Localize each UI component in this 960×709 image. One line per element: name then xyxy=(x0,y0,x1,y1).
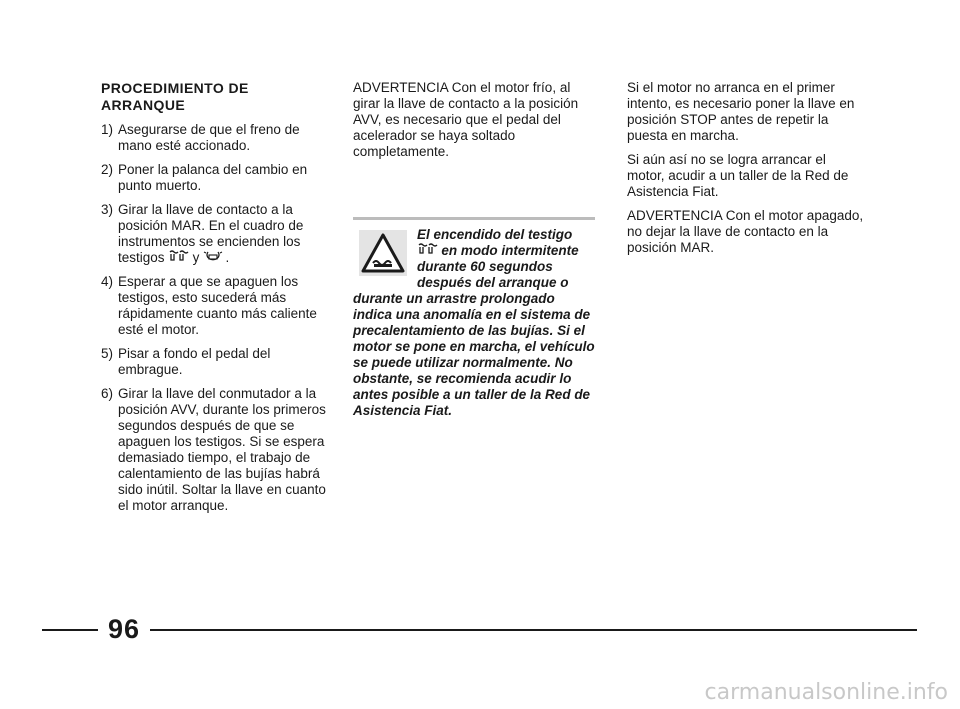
warning-text: El encendido del testigo en modo intermitente durante 60 segundos después del arranque o durante un arrastre prolongado indica una anomalía en el sistema de precalentamiento de las bujías. Si el motor se pone en marcha, el vehículo se puede utilizar normalmente. No obstante, se recomienda acudir lo antes posible a un taller de la Red de Asistencia Fiat. xyxy=(353,227,595,418)
footer-rule-left xyxy=(42,629,98,631)
steps-list xyxy=(101,122,331,514)
page-number: 96 xyxy=(107,614,141,644)
footer-rule-right xyxy=(150,629,917,631)
glow-plug-icon xyxy=(417,244,441,258)
step-5: 5) Pisar a fondo el pedal del embrague. xyxy=(101,346,271,377)
advertencia-engine-off: ADVERTENCIA Con el motor apagado, no dejar la llave de contacto en la posición MAR. xyxy=(627,208,864,255)
section-heading: PROCEDIMIENTO DE ARRANQUE xyxy=(101,80,249,113)
warning-triangle-icon xyxy=(353,229,413,277)
step-3: 3) Girar la llave de contacto a la posición MAR. En el cuadro de instrumentos se encienden los testigos y . xyxy=(101,202,304,265)
watermark: carmanualsonline.info xyxy=(704,680,948,705)
step-2: 2) Poner la palanca del cambio en punto muerto. xyxy=(101,162,308,193)
paragraph-assistance: Si aún así no se logra arrancar el motor, acudir a un taller de la Red de Asistencia Fiat. xyxy=(627,152,849,199)
column-right xyxy=(627,80,867,264)
step-1: 1) Asegurarse de que el freno de mano esté accionado. xyxy=(101,122,300,153)
step-4: 4) Esperar a que se apaguen los testigos, esto sucederá más rápidamente cuanto más caliente esté el motor. xyxy=(101,274,317,337)
paragraph-first-attempt: Si el motor no arranca en el primer intento, es necesario poner la llave en posición STOP antes de repetir la puesta en marcha. xyxy=(627,80,855,143)
column-left xyxy=(101,80,331,522)
glow-plug-icon xyxy=(168,251,192,265)
warning-rule xyxy=(353,217,595,220)
column-middle xyxy=(353,80,595,168)
advertencia-cold-engine: ADVERTENCIA Con el motor frío, al girar la llave de contacto a la posición AVV, es necesario que el pedal del acelerador se haya soltado completamente. xyxy=(353,80,579,159)
warning-box xyxy=(353,217,595,419)
immobilizer-icon xyxy=(203,251,225,265)
step-6: 6) Girar la llave del conmutador a la posición AVV, durante los primeros segundos después de que se apaguen los testigos. Si se espera demasiado tiempo, el trabajo de calentamiento de las bujías habrá sido inútil. Soltar la llave en cuanto el motor arranque. xyxy=(101,386,326,513)
